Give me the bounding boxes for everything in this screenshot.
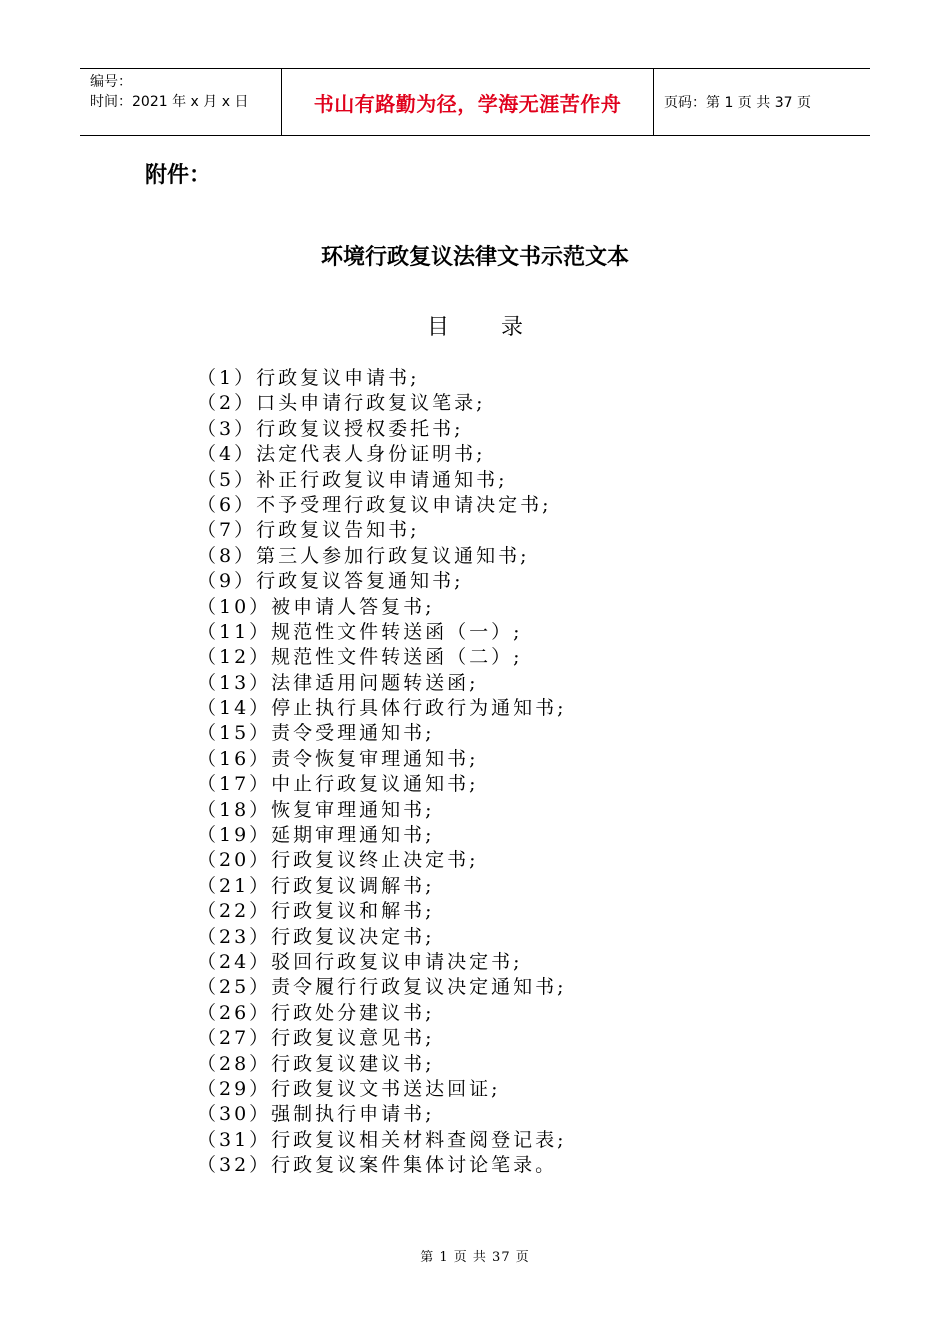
toc-item: （1）行政复议申请书;: [197, 367, 420, 389]
toc-title-part1: 目: [426, 315, 449, 340]
toc-item: （21）行政复议调解书;: [197, 874, 435, 897]
time-label: 时间：2021 年 x 月 x 日: [90, 94, 249, 110]
toc-item: （5）补正行政复议申请通知书;: [197, 468, 508, 491]
toc-item: （22）行政复议和解书;: [197, 900, 435, 923]
toc-item: （17）中止行政复议通知书;: [197, 773, 479, 796]
number-label: 编号：: [90, 74, 132, 90]
toc-item: （14）停止执行具体行政行为通知书;: [197, 697, 567, 720]
document-title: 环境行政复议法律文书示范文本: [320, 245, 629, 270]
toc-item: （23）行政复议决定书;: [197, 925, 435, 948]
toc-item: （10）被申请人答复书;: [197, 595, 435, 618]
toc-item: （6）不予受理行政复议申请决定书;: [197, 493, 552, 516]
toc-item: （15）责令受理通知书;: [197, 722, 435, 745]
header-meta-cell: [80, 69, 282, 135]
toc-item: （3）行政复议授权委托书;: [197, 417, 464, 440]
header-page-cell: [654, 69, 870, 135]
attachment-label: 附件：: [145, 163, 212, 188]
document-header: [80, 68, 870, 136]
toc-item: （24）驳回行政复议申请决定书;: [197, 950, 523, 973]
toc-item: （4）法定代表人身份证明书;: [197, 443, 486, 466]
toc-item: （32）行政复议案件集体讨论笔录。: [197, 1154, 558, 1177]
toc-item: （2）口头申请行政复议笔录;: [197, 392, 486, 415]
toc-item: （25）责令履行行政复议决定通知书;: [197, 976, 567, 999]
toc-list: [197, 366, 567, 1179]
toc-item: （18）恢复审理通知书;: [197, 798, 435, 821]
toc-item: （27）行政复议意见书;: [197, 1027, 435, 1050]
page-footer: 第 1 页 共 37 页: [420, 1250, 530, 1265]
toc-item: （11）规范性文件转送函（一）;: [197, 620, 523, 643]
toc-item: （19）延期审理通知书;: [197, 824, 435, 847]
header-page-info: 页码：第 1 页 共 37 页: [664, 95, 811, 111]
toc-item: （12）规范性文件转送函（二）;: [197, 646, 523, 669]
toc-item: （31）行政复议相关材料查阅登记表;: [197, 1128, 567, 1151]
motto-text: 书山有路勤为径，学海无涯苦作舟: [313, 91, 622, 116]
toc-item: （13）法律适用问题转送函;: [197, 671, 479, 694]
header-motto-cell: [282, 69, 654, 135]
toc-item: （20）行政复议终止决定书;: [197, 849, 479, 872]
toc-title-part2: 录: [501, 315, 524, 340]
toc-item: （29）行政复议文书送达回证;: [197, 1077, 501, 1100]
toc-item: （26）行政处分建议书;: [197, 1001, 435, 1024]
toc-item: （8）第三人参加行政复议通知书;: [197, 544, 530, 567]
toc-title: [0, 310, 950, 341]
toc-item: （9）行政复议答复通知书;: [197, 570, 464, 593]
toc-item: （16）责令恢复审理通知书;: [197, 747, 479, 770]
toc-item: （30）强制执行申请书;: [197, 1103, 435, 1126]
toc-item: （28）行政复议建议书;: [197, 1052, 435, 1075]
toc-item: （7）行政复议告知书;: [197, 519, 420, 542]
